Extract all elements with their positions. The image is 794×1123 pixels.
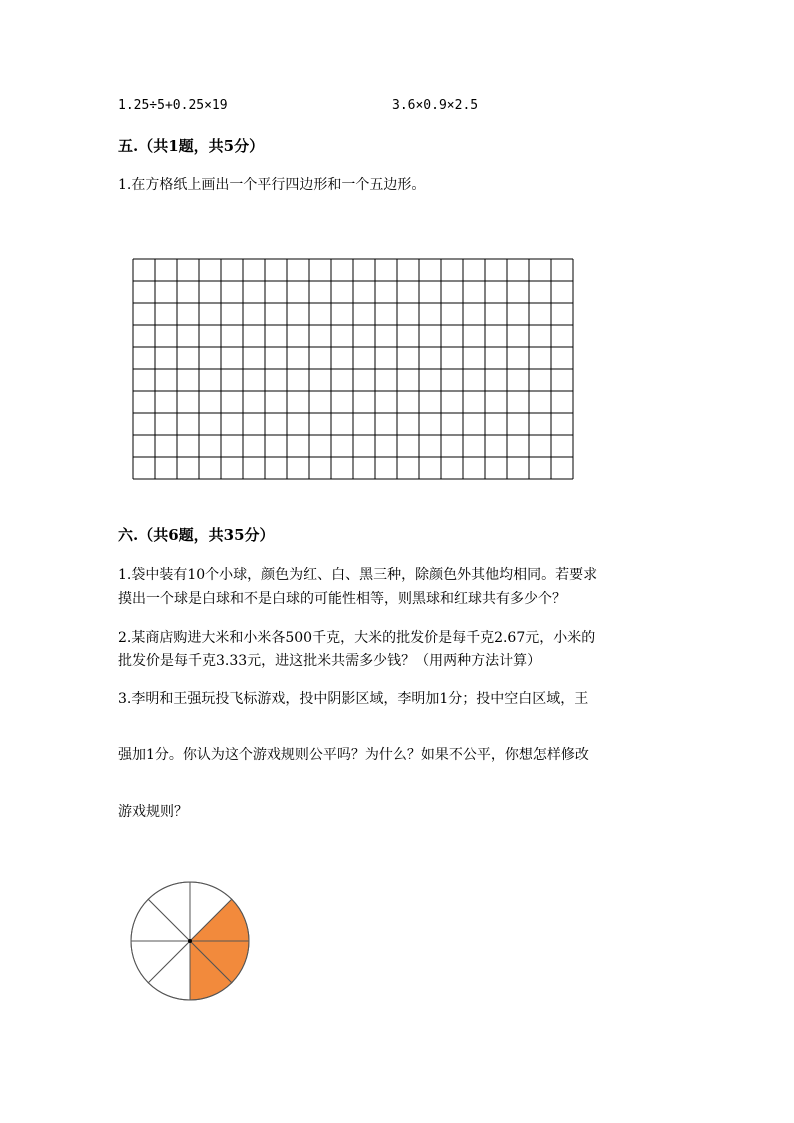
section-6-question-3-line-1: 3.李明和王强玩投飞标游戏，投中阴影区域，李明加1分；投中空白区域，王 [118, 691, 589, 707]
section-6-question-3-line-3: 游戏规则？ [118, 804, 188, 820]
grid-paper [132, 258, 576, 482]
section-6-heading: 六.（共6题，共35分） [118, 526, 275, 544]
dartboard-center [188, 939, 192, 943]
expression-right: 3.6×0.9×2.5 [392, 98, 479, 113]
dartboard-figure [128, 879, 252, 1003]
section-5-question-1: 1.在方格纸上画出一个平行四边形和一个五边形。 [118, 177, 426, 193]
section-6-question-2-line-1: 2.某商店购进大米和小米各500千克，大米的批发价是每千克2.67元，小米的 [118, 630, 596, 646]
section-5-heading: 五.（共1题，共5分） [118, 137, 265, 155]
section-6-question-3-line-2: 强加1分。你认为这个游戏规则公平吗？为什么？如果不公平，你想怎样修改 [118, 747, 589, 763]
section-6-question-2-line-2: 批发价是每千克3.33元，进这批米共需多少钱？（用两种方法计算） [118, 653, 542, 669]
expression-left: 1.25÷5+0.25×19 [118, 98, 228, 113]
section-6-question-1-line-2: 摸出一个球是白球和不是白球的可能性相等，则黑球和红球共有多少个？ [118, 591, 566, 607]
section-6-question-1-line-1: 1.袋中装有10个小球，颜色为红、白、黑三种，除颜色外其他均相同。若要求 [118, 567, 598, 583]
